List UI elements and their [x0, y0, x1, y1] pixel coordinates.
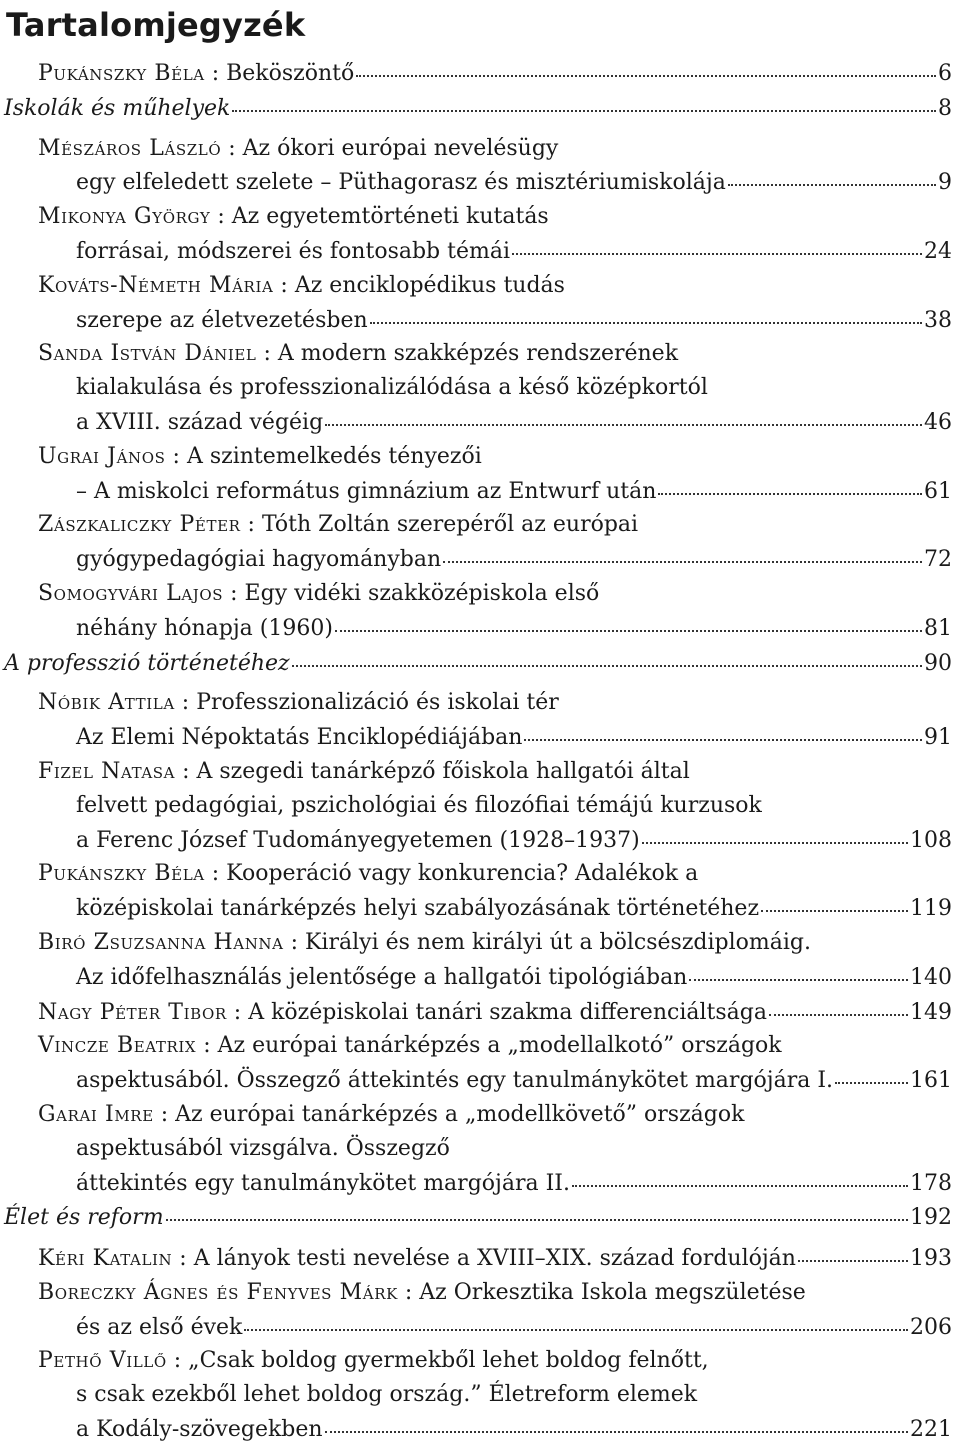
toc-author: Kováts-Németh Mária: [38, 272, 274, 298]
page-number: 149: [910, 999, 952, 1025]
toc-entry-text: [38, 512, 638, 537]
toc-title-line: s csak ezekből lehet boldog ország.” Életreform elemek: [76, 1382, 698, 1408]
toc-entry-text: [76, 375, 708, 400]
toc-title-line: Iskolák és műhelyek: [4, 95, 231, 121]
toc-entry-line: [38, 789, 952, 823]
toc-title-line: néhány hónapja (1960): [76, 615, 333, 641]
toc-author: Somogyvári Lajos: [38, 580, 224, 606]
dot-leader: [572, 1163, 908, 1187]
page-number: 6: [938, 61, 952, 86]
toc-entry-line: [38, 755, 952, 789]
toc-entry[interactable]: [4, 508, 952, 577]
toc-title-line: Egy vidéki szakközépiskola első: [244, 580, 600, 606]
toc-entry-last-line: [4, 91, 952, 126]
toc-entry[interactable]: [4, 577, 952, 646]
dot-leader: [761, 888, 908, 912]
page-number: 140: [910, 964, 952, 990]
toc-author-separator: :: [175, 758, 197, 784]
toc-author-separator: :: [174, 690, 197, 716]
toc-author: Nóbik Attila: [38, 690, 175, 716]
page-number: 161: [910, 1068, 952, 1094]
toc-entry-text: [38, 581, 599, 606]
toc-entry-text: [76, 1413, 323, 1447]
toc-title-line: „Csak boldog gyermekből lehet boldog felnőtt,: [188, 1348, 709, 1374]
page-number: 108: [910, 827, 952, 853]
toc-entry-text: [76, 1167, 570, 1201]
toc-title-line: Professzionalizáció és iskolai tér: [196, 690, 559, 716]
toc-entry-text: [76, 1382, 697, 1407]
toc-title-line: A szintemelkedés tényezői: [186, 443, 482, 469]
toc-entry-last-line: [38, 56, 952, 91]
toc-list: [4, 56, 952, 1447]
toc-section[interactable]: [4, 91, 952, 126]
toc-entry-text: [38, 1102, 744, 1127]
toc-entry-text: [76, 721, 522, 755]
toc-title-line: és az első évek: [76, 1314, 243, 1340]
toc-entry-text: [38, 136, 558, 161]
dot-leader: [512, 231, 922, 255]
toc-entry-line: [38, 1378, 952, 1412]
toc-entry-line: [38, 686, 952, 720]
toc-entry-last-line: [4, 646, 952, 681]
page-number: 221: [910, 1417, 952, 1443]
toc-entry-last-line: [38, 1412, 952, 1447]
toc-title-line: a XVIII. század végéig: [76, 409, 324, 435]
dot-leader: [356, 53, 936, 77]
toc-entry[interactable]: [4, 1276, 952, 1345]
toc-entry-text: [76, 1136, 450, 1161]
toc-entry-text: [4, 1201, 164, 1235]
toc-entry-line: [38, 337, 952, 371]
toc-title-line: Az egyetemtörténeti kutatás: [231, 204, 549, 230]
toc-title-line: Beköszöntő: [226, 61, 355, 86]
page-number: 178: [910, 1170, 952, 1196]
toc-entry[interactable]: [4, 56, 952, 91]
toc-entry-last-line: [38, 405, 952, 440]
toc-title-line: Tóth Zoltán szerepéről az európai: [261, 512, 639, 538]
toc-entry-text: [76, 824, 640, 858]
toc-entry[interactable]: [4, 995, 952, 1030]
toc-entry-text: [76, 793, 762, 818]
toc-entry-line: [38, 371, 952, 405]
toc-entry-line: [38, 1132, 952, 1166]
page-number: 38: [924, 307, 952, 333]
toc-title-line: egy elfeledett szelete – Püthagorasz és misztériumiskolája: [76, 170, 726, 196]
toc-entry[interactable]: [4, 755, 952, 857]
toc-author-separator: :: [153, 1101, 176, 1127]
toc-entry-line: [38, 440, 952, 474]
toc-entry[interactable]: [4, 200, 952, 269]
page-number: 91: [924, 725, 952, 751]
toc-author: Ugrai János: [38, 443, 166, 469]
toc-entry-last-line: [38, 720, 952, 755]
toc-entry-last-line: [38, 1241, 952, 1276]
toc-title-line: Az európai tanárképzés a „modellkövető” országok: [175, 1101, 745, 1127]
toc-entry-text: [38, 1348, 709, 1373]
toc-entry[interactable]: [4, 440, 952, 509]
toc-entry[interactable]: [4, 132, 952, 201]
toc-entry-text: [38, 1242, 796, 1276]
toc-title-line: Élet és reform: [4, 1205, 164, 1231]
toc-entry-text: [76, 1064, 833, 1098]
dot-leader: [689, 957, 908, 981]
toc-entry-text: [76, 235, 510, 269]
toc-title-line: Az Elemi Népoktatás Enciklopédiájában: [76, 725, 523, 751]
toc-entry-last-line: [38, 823, 952, 858]
toc-entry-last-line: [38, 542, 952, 577]
toc-author-separator: :: [210, 204, 232, 230]
toc-entry-text: [4, 647, 290, 681]
toc-author-separator: :: [283, 929, 305, 955]
toc-entry-line: [38, 200, 952, 234]
toc-entry-text: [76, 612, 333, 646]
toc-entry-last-line: [4, 1200, 952, 1235]
toc-entry-text: [76, 304, 368, 338]
dot-leader: [370, 300, 922, 324]
toc-entry-last-line: [38, 165, 952, 200]
toc-title-line: Az ókori európai nevelésügy: [242, 135, 559, 161]
toc-entry-line: [38, 926, 952, 960]
toc-entry-text: [76, 1311, 242, 1345]
dot-leader: [524, 717, 922, 741]
toc-title-line: a Ferenc József Tudományegyetemen (1928–1937): [76, 827, 640, 853]
dot-leader: [728, 162, 936, 186]
toc-entry-text: [38, 996, 767, 1030]
toc-title-line: A lányok testi nevelése a XVIII–XIX. század fordulóján: [193, 1246, 796, 1272]
toc-author-separator: :: [196, 1033, 218, 1059]
toc-title-line: A professzió történetéhez: [4, 650, 290, 676]
page-number: 8: [938, 95, 952, 121]
toc-author: Kéri Katalin: [38, 1246, 173, 1272]
dot-leader: [642, 820, 908, 844]
toc-author: Zászkaliczky Péter: [38, 512, 241, 538]
toc-entry[interactable]: [4, 1241, 952, 1276]
toc-title-line: Az Orkesztika Iskola megszületése: [419, 1279, 806, 1305]
dot-leader: [798, 1238, 908, 1262]
toc-title-line: forrásai, módszerei és fontosabb témái: [76, 238, 511, 264]
page-number: 9: [938, 170, 952, 196]
toc-entry-text: [38, 690, 559, 715]
toc-entry-line: [38, 132, 952, 166]
toc-author-separator: :: [240, 512, 262, 538]
toc-title-line: Királyi és nem királyi út a bölcsészdiplomáig.: [305, 929, 811, 955]
toc-entry-last-line: [38, 995, 952, 1030]
toc-title-line: gyógypedagógiai hagyományban: [76, 547, 442, 573]
toc-title-line: a Kodály-szövegekben: [76, 1417, 323, 1443]
toc-title-line: kialakulása és professzionalizálódása a késő középkortól: [76, 375, 708, 401]
toc-entry-last-line: [38, 234, 952, 269]
toc-title-line: aspektusából vizsgálva. Összegző: [76, 1135, 450, 1161]
toc-title-line: A szegedi tanárképző főiskola hallgatói által: [196, 758, 690, 784]
toc-entry-line: [38, 269, 952, 303]
toc-entry-line: [38, 1344, 952, 1378]
toc-author-separator: :: [223, 580, 245, 606]
toc-entry-line: [38, 1276, 952, 1310]
page-title: Tartalomjegyzék: [6, 6, 306, 44]
toc-entry[interactable]: [4, 337, 952, 439]
toc-author: Sanda István Dániel: [38, 341, 257, 367]
toc-author: Fizel Natasa: [38, 758, 176, 784]
toc-author-separator: :: [397, 1279, 420, 1305]
dot-leader: [325, 402, 922, 426]
toc-title-line: felvett pedagógiai, pszichológiai és filozófiai témájú kurzusok: [76, 792, 762, 818]
toc-author-separator: :: [226, 999, 249, 1025]
toc-entry-line: [38, 857, 952, 891]
toc-section[interactable]: [4, 1200, 952, 1235]
toc-entry-text: [76, 406, 323, 440]
page-number: 193: [910, 1246, 952, 1272]
toc-entry-last-line: [38, 303, 952, 338]
toc-entry-text: [38, 759, 690, 784]
page-number: 119: [910, 896, 952, 922]
toc-entry[interactable]: [4, 857, 952, 926]
toc-entry-last-line: [38, 474, 952, 509]
toc-entry[interactable]: [4, 1098, 952, 1200]
dot-leader: [325, 1409, 908, 1433]
page-number: 61: [924, 478, 952, 504]
toc-entry-text: [38, 204, 549, 229]
dot-leader: [335, 608, 922, 632]
toc-entry-text: [38, 57, 354, 91]
toc-entry-text: [38, 273, 565, 298]
toc-entry[interactable]: [4, 926, 952, 995]
toc-entry-text: [38, 930, 811, 955]
toc-title-line: Az európai tanárképzés a „modellalkotó” országok: [217, 1033, 782, 1059]
toc-entry-text: [38, 444, 482, 469]
page-number: 81: [924, 615, 952, 641]
toc-entry[interactable]: [4, 269, 952, 338]
toc-title-line: szerepe az életvezetésben: [76, 307, 368, 333]
toc-author: Mészáros László: [38, 135, 222, 161]
toc-author: Pukánszky Béla: [38, 861, 205, 887]
toc-entry-line: [38, 1098, 952, 1132]
dot-leader: [166, 1197, 908, 1221]
toc-author-separator: :: [165, 443, 187, 469]
dot-leader: [443, 539, 922, 563]
toc-author: Nagy Péter Tibor: [38, 999, 227, 1025]
page-number: 46: [924, 409, 952, 435]
toc-entry-text: [38, 861, 698, 886]
toc-entry-last-line: [38, 1310, 952, 1345]
toc-title-line: Az enciklopédikus tudás: [294, 272, 565, 298]
toc-entry[interactable]: [4, 686, 952, 755]
toc-section[interactable]: [4, 646, 952, 681]
toc-entry-text: [38, 341, 678, 366]
toc-author-separator: :: [166, 1348, 189, 1374]
toc-entry-text: [76, 475, 656, 509]
toc-author: Pukánszky Béla: [38, 61, 205, 86]
toc-entry-last-line: [38, 611, 952, 646]
toc-author-separator: :: [273, 272, 295, 298]
dot-leader: [292, 643, 922, 667]
toc-entry-text: [38, 1033, 782, 1058]
toc-entry-last-line: [38, 1166, 952, 1201]
toc-author: Mikonya György: [38, 204, 211, 230]
page-number: 206: [910, 1314, 952, 1340]
toc-entry-last-line: [38, 891, 952, 926]
toc-author: Garai Imre: [38, 1101, 154, 1127]
toc-entry-line: [38, 577, 952, 611]
toc-author: Biró Zsuzsanna Hanna: [38, 929, 284, 955]
toc-entry-text: [76, 166, 726, 200]
toc-entry-text: [4, 92, 230, 126]
toc-title-line: áttekintés egy tanulmánykötet margójára II.: [76, 1170, 570, 1196]
toc-title-line: aspektusából. Összegző áttekintés egy tanulmánykötet margójára I.: [76, 1068, 834, 1094]
toc-author-separator: :: [204, 861, 227, 887]
toc-entry-line: [38, 1029, 952, 1063]
toc-entry-text: [76, 961, 687, 995]
toc-title-line: Kooperáció vagy konkurencia? Adalékok a: [226, 861, 699, 887]
toc-entry[interactable]: [4, 1029, 952, 1098]
toc-title-line: A modern szakképzés rendszerének: [277, 341, 679, 367]
toc-entry[interactable]: [4, 1344, 952, 1446]
toc-entry-line: [38, 508, 952, 542]
page-number: 72: [924, 547, 952, 573]
toc-title-line: Az időfelhasználás jelentősége a hallgatói tipológiában: [76, 964, 688, 990]
page-number: 24: [924, 238, 952, 264]
toc-entry-last-line: [38, 960, 952, 995]
toc-title-line: A középiskolai tanári szakma differenciáltsága: [248, 999, 767, 1025]
dot-leader: [835, 1060, 908, 1084]
page-number: 192: [910, 1205, 952, 1231]
toc-author-separator: :: [172, 1246, 194, 1272]
toc-author: Pethő Villő: [38, 1348, 167, 1374]
toc-entry-last-line: [38, 1063, 952, 1098]
toc-title-line: középiskolai tanárképzés helyi szabályozásának történetéhez: [76, 896, 760, 922]
dot-leader: [232, 88, 936, 112]
dot-leader: [769, 992, 908, 1016]
toc-author-separator: :: [256, 341, 278, 367]
toc-entry-text: [38, 1280, 806, 1305]
dot-leader: [658, 471, 922, 495]
toc-title-line: – A miskolci református gimnázium az Entwurf után: [76, 478, 657, 504]
toc-author-separator: :: [204, 61, 227, 86]
toc-entry-text: [76, 543, 441, 577]
dot-leader: [244, 1307, 908, 1331]
page-number: 90: [924, 650, 952, 676]
toc-author: Vincze Beatrix: [38, 1033, 197, 1059]
toc-author-separator: :: [221, 135, 243, 161]
toc-author: Boreczky Ágnes és Fenyves Márk: [38, 1279, 398, 1305]
toc-entry-text: [76, 892, 759, 926]
